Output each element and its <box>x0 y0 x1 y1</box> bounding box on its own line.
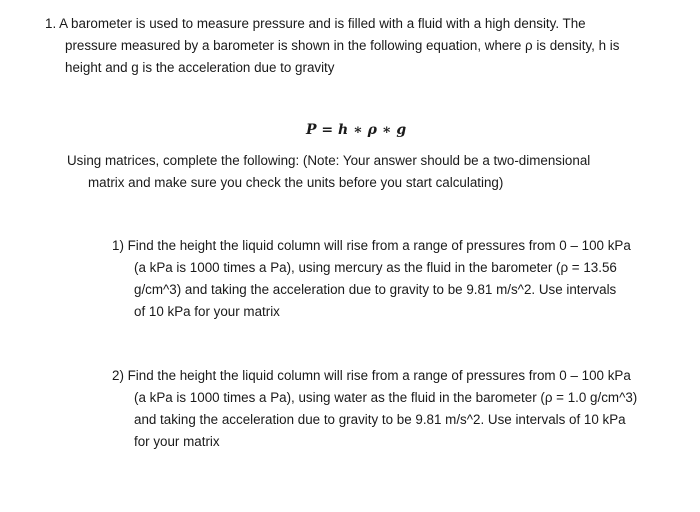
part2-line-4: for your matrix <box>134 434 220 449</box>
part2-line-3: and taking the acceleration due to gravity to be 9.81 m/s^2. Use intervals of 10 kPa <box>134 412 626 427</box>
intro-line-3: height and g is the acceleration due to gravity <box>65 60 335 75</box>
part2-line-2: (a kPa is 1000 times a Pa), using water as the fluid in the barometer (ρ = 1.0 g/cm^3) <box>134 390 638 405</box>
instructions-line-1: Using matrices, complete the following: (Note: Your answer should be a two-dimensional <box>67 153 591 168</box>
instructions-line-2: matrix and make sure you check the units before you start calculating) <box>88 175 504 190</box>
pressure-equation: P = h ∗ ρ ∗ g <box>306 122 407 138</box>
part1-line-1: 1) Find the height the liquid column will rise from a range of pressures from 0 – 100 kPa <box>112 238 631 253</box>
part2-line-1: 2) Find the height the liquid column will rise from a range of pressures from 0 – 100 kPa <box>112 368 631 383</box>
part1-line-4: of 10 kPa for your matrix <box>134 304 280 319</box>
part1-line-2: (a kPa is 1000 times a Pa), using mercury as the fluid in the barometer (ρ = 13.56 <box>134 260 617 275</box>
part1-line-3: g/cm^3) and taking the acceleration due to gravity to be 9.81 m/s^2. Use intervals <box>134 282 617 297</box>
intro-line-1: 1. A barometer is used to measure pressure and is filled with a fluid with a high density. The <box>45 16 586 31</box>
intro-line-2: pressure measured by a barometer is shown in the following equation, where ρ is density, h is <box>65 38 620 53</box>
